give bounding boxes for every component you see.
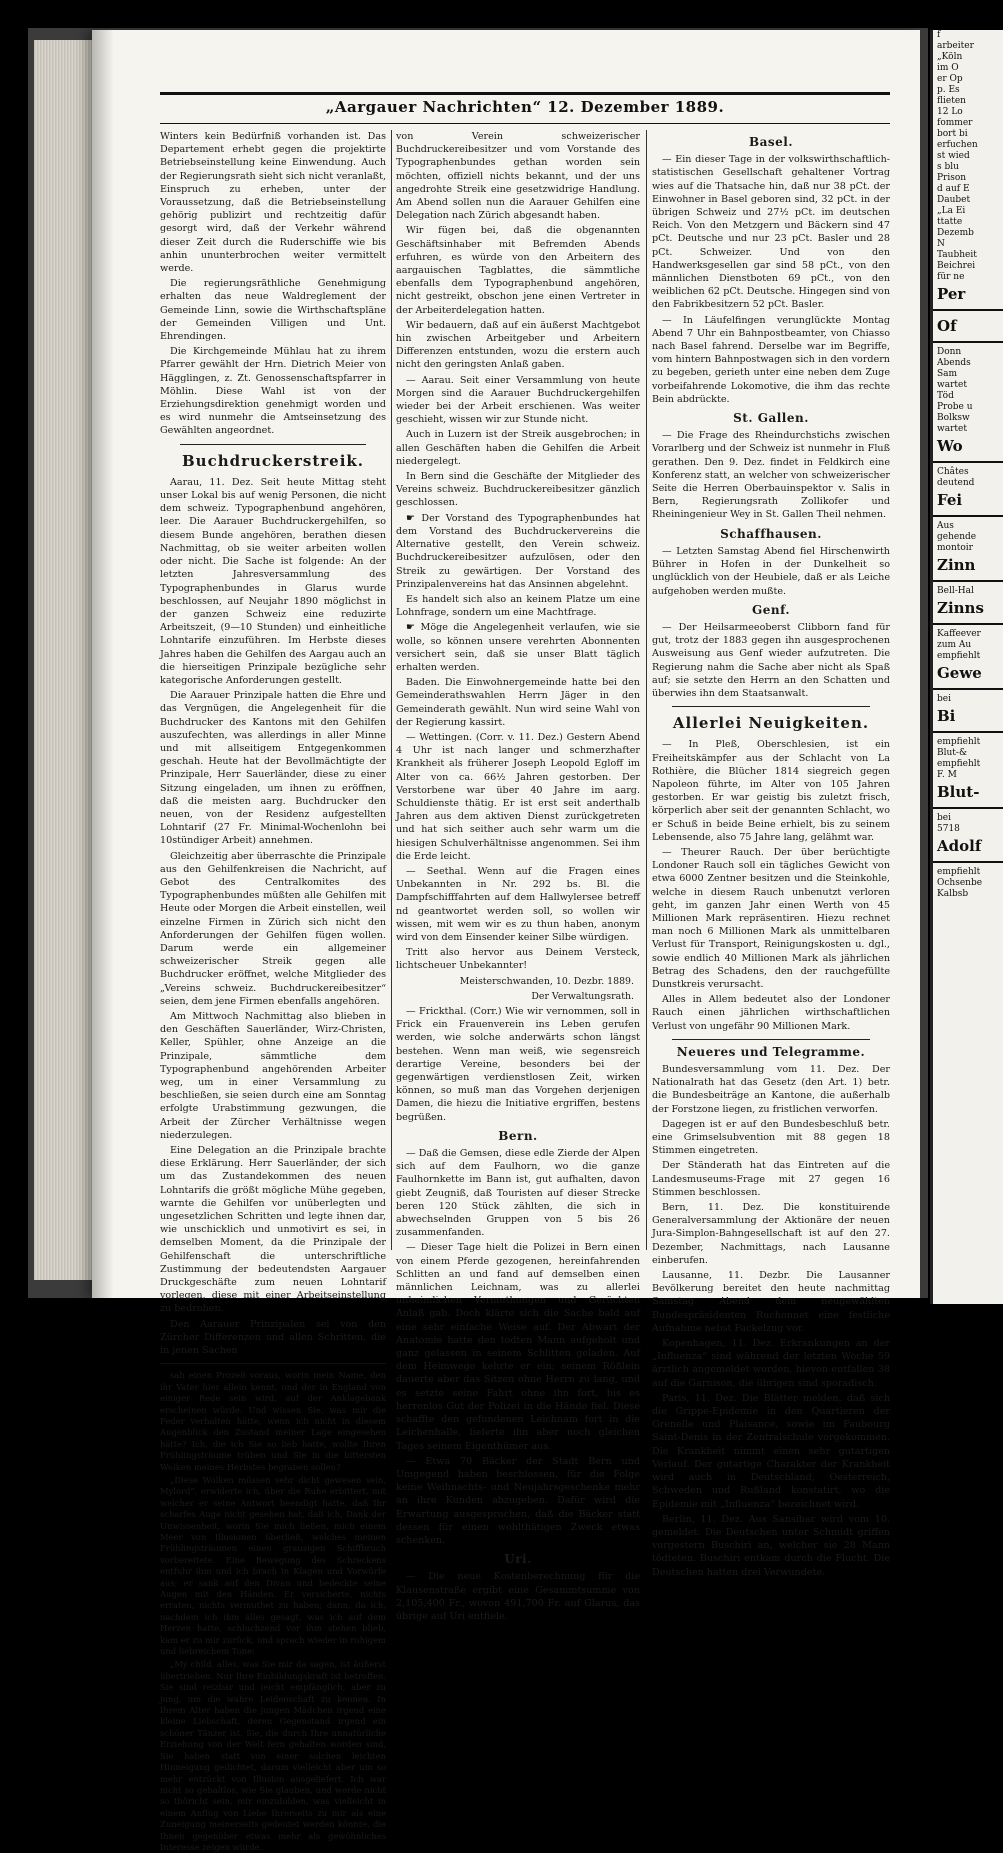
article-paragraph: von Verein schweizerischer Buchdruckereibesitzer und vom Vorstande des Typographenbundes gethan worden sein möchten, offiziell nichts bekannt, und der uns angedrohte Streik eine gesetzwidrige Handlung. Am Abend sollen nun die Aarauer Gehilfen eine Delegation nach Zürich abgesandt haben. — [396, 131, 640, 222]
masthead — [160, 92, 890, 124]
adjacent-page-line: im O — [937, 63, 959, 73]
adjacent-page-line: zum Au — [937, 640, 972, 650]
section-heading-bern: Bern. — [498, 1128, 538, 1143]
adjacent-page-line: Probe u — [937, 402, 973, 412]
adjacent-page-line: Sam — [937, 369, 958, 379]
section-heading-basel: Basel. — [748, 135, 794, 149]
adjacent-page-line: Aus — [937, 521, 954, 531]
article-paragraph: — Etwa 70 Bäcker der Stadt Bern und Umgegend haben beschlossen, für die Folge keine Weihnachts- und Neujahrsgeschenke mehr an ihre Kunden abzugeben. Dafür wird die Erwartung ausgesprochen, daß die Bäcker statt dessen für einen wohlthätigen Zweck etwas schenken. — [396, 1455, 640, 1546]
adjacent-page-rule — [933, 731, 1003, 733]
article-paragraph: Gleichzeitig aber überraschte die Prinzipale aus den Gehilfenkreisen die Nachricht, auf Gebot des Centralkomites des Typographenbundes müßten alle Gehilfen mit Heute oder Morgen die Arbeit einstellen, weil einzelne Firmen in Zürich sich nicht den Anforderungen der Gehilfen fügen wollen. Darum werde ein allgemeiner schweizerischer Streik gegen alle Buchdrucker eröffnet, welche Mitglieder des „Vereins schweiz. Buchdruckereibesitzer“ seien, dem jene Firmen ebenfalls angehören. — [160, 850, 386, 1007]
adjacent-page-line: er Op — [937, 74, 963, 84]
adjacent-page-line: gehende — [937, 532, 977, 542]
article-paragraph: Lausanne, 11. Dezbr. Die Lausanner Bevölkerung bereitet den heute nachmittag Samstag Abend dem neugewählten Bundespräsidenten Ruchonnet eine festliche Aufnahme nebst Fackelzug vor. — [652, 1270, 890, 1334]
adjacent-page-line: wartet — [937, 380, 967, 390]
page-stack-edge — [34, 40, 96, 1280]
adjacent-page-line: Zinn — [937, 556, 976, 574]
adjacent-page-line: flieten — [937, 96, 966, 106]
article-paragraph: — Frickthal. (Corr.) Wie wir vernommen, soll in Frick ein Frauenverein ins Leben gerufen werden, wie solche anderwärts schon längst bestehen. Wenn man weiß, wie segensreich derartige Vereine, besonders bei der gegenwärtigen verdienstlosen Zeit, wirken können, so muß man das Vorgehen derjenigen Damen, die hiezu die Initiative ergriffen, bestens begrüßen. — [396, 1006, 640, 1123]
article-paragraph: Auch in Luzern ist der Streik ausgebrochen; in allen Geschäften haben die Gehilfen die Arbeit niedergelegt. — [396, 429, 640, 467]
article-paragraph: Aarau, 11. Dez. Seit heute Mittag steht unser Lokal bis auf wenig Personen, die nicht dem schweiz. Typographenbund angehören, leer. Die Aarauer Buchdruckergehilfen, so diesem Bunde angehören, berathen diesen Nachmittag, ob sie weiter arbeiten wollen oder nicht. Die Sache ist folgende: An der letzten Jahresversammlung des Typographenbundes in Glarus wurde beschlossen, auf Neujahr 1890 möglichst in der ganzen Schweiz eine reduzirte Arbeitszeit, (9—10 Stunden) und einheitliche Lohntarife einzuführen. Im Herbste dieses Jahres haben die Gehilfen des Aargau auch an die hierseitigen Prinzipale bezügliche sehr kategorische Anforderungen gestellt. — [160, 476, 386, 686]
adjacent-page-rule — [933, 623, 1003, 625]
article-paragraph: — Theurer Rauch. Der über berüchtigte Londoner Rauch soll ein tägliches Gewicht von etwa 6000 Zentner besitzen und die Steinkohle, welche in diesem Rauch unbenutzt verloren geht, im ganzen Jahr einen Werth von 45 Millionen Mark repräsentiren. Hiezu rechnet man noch 6 Millionen Mark als unmittelbaren Verlust für Transport, Reinigungskosten u. dgl., sowie endlich 40 Millionen Mark als jährlichen Betrag des Schadens, den der rauchgefüllte Dunstkreis verursacht. — [652, 846, 890, 990]
article-paragraph: Winters kein Bedürfniß vorhanden ist. Das Departement erhebt gegen die projektirte Betriebseinstellung keine Einwendung. Auch der Regierungsrath sieht sich nicht veranlaßt, Einspruch zu erheben, unter der Voraussetzung, daß die Betriebseinstellung gehörig publizirt und rechtzeitig dafür gesorgt wird, daß der Verkehr während dieser Zeit durch die Ruderschiffe wie bis anhin ununterbrochen weiter vermittelt werde. — [160, 131, 386, 275]
adjacent-page-line: Bell-Hal — [937, 586, 974, 596]
adjacent-page-rule — [933, 807, 1003, 809]
article-paragraph: Baden. Die Einwohnergemeinde hatte bei den Gemeinderathswahlen Herrn Jäger in den Gemeinderath gewählt. Nun wird seine Wahl von der Regierung kassirt. — [396, 677, 640, 728]
adjacent-page-line: empfiehlt — [937, 651, 981, 661]
adjacent-page-line: st wied — [937, 151, 970, 161]
adjacent-page-line: F. M — [937, 770, 957, 780]
article-paragraph: Tritt also hervor aus Deinem Versteck, lichtscheuer Unbekannter! — [396, 947, 640, 972]
article-paragraph: Bern, 11. Dez. Die konstituirende Generalversammlung der Aktionäre der neuen Jura-Simplon-Bahngesellschaft ist auf den 27. Dezember, Nachmittags, nach Lausanne einberufen. — [652, 1202, 890, 1266]
article-paragraph: — Die Frage des Rheindurchstichs zwischen Vorarlberg und der Schweiz ist nunmehr in Fluß gerathen. Den 9. Dez. findet in Feldkirch eine Konferenz statt, an welcher von schweizerischer Seite die Herren Oberbauinspektor v. Salis in Bern, Regierungsrath Zollikofer und Rheiningenieur Wey in St. Gallen Theil nehmen. — [652, 430, 890, 521]
adjacent-page-line: Beichrei — [937, 261, 976, 271]
column-1 — [160, 130, 386, 1852]
feuilleton-paragraph: sah einen Prozeß voraus, worin mein Name, den ihr Vater hier allein kennt, und der in England von einiger Rede sein wird, auf der Anklagebank erscheinen würde. Und wissen Sie, was mir die Feder verhalten hätte, wenn ich nicht in diesem Augenblick den Zustand meiner Lage eingesehen hätte? Ich, die ich Sie so lieb hatte, wollte Ihren Frühlingsträume trüben und Sie in die bittersten Wolken meines Herbstes begraben sollen? — [160, 1370, 386, 1472]
article-paragraph: Am Mittwoch Nachmittag also blieben in den Geschäften Sauerländer, Wirz-Christen, Keller, Spühler, ohne Anzeige an die Prinzipale, sämmtliche dem Typographenbund angehörenden Arbeiter weg, um in einer Versammlung zu beschließen, sie seien durch eine am Sonntag erfolgte Urabstimmung gezwungen, die Arbeit der Zürcher Verhältnisse wegen niederzulegen. — [160, 1011, 386, 1141]
adjacent-page-line: Per — [937, 285, 966, 303]
article-paragraph: Berlin, 11. Dez. Aus Sansibar wird vom 10. gemeldet: Die Deutschen unter Schmidt griffen vorgestern Buschiri an, welcher sie 28 Mann tödteten. Buschiri entkam durch die Flucht. Die Deutschen hatten drei Verwundete. — [652, 1513, 890, 1578]
article-paragraph: Es handelt sich also an keinem Platze um eine Lohnfrage, sondern um eine Machtfrage. — [396, 593, 640, 619]
adjacent-page-line: „La Ei — [937, 206, 966, 216]
section-heading-genf: Genf. — [751, 602, 791, 617]
adjacent-page-line: Bolksw — [937, 413, 970, 423]
feuilleton — [160, 1370, 386, 1853]
adjacent-page-line: 12 Lo — [937, 107, 963, 117]
pointing-hand-icon: ☛ — [406, 622, 421, 634]
masthead-title: „Aargauer Nachrichten“ 12. Dezember 1889. — [325, 98, 725, 116]
adjacent-page-line: Blut- — [937, 783, 980, 801]
adjacent-page-line: Daubet — [937, 195, 971, 205]
article-paragraph: Wir fügen bei, daß die obgenannten Geschäftsinhaber mit Befremden Abends erfuhren, es würde von den Arbeitern des aargauischen Tagblattes, die sämmtliche ebenfalls dem Typographenbund angehören, nicht gestreikt, obschon jene einen Vertreter in der Arbeiterdelegation hatten. — [396, 225, 640, 316]
adjacent-page-line: arbeiter — [937, 41, 974, 51]
adjacent-page-line: p. Es — [937, 85, 960, 95]
signature-place-date: Meisterschwanden, 10. Dezbr. 1889. — [459, 975, 634, 987]
adjacent-page-line: empfiehlt — [937, 737, 981, 747]
column-3 — [652, 130, 890, 1578]
adjacent-page-line: für ne — [937, 272, 965, 282]
section-divider — [180, 444, 366, 445]
section-heading-neueres: Neueres und Telegramme. — [676, 1044, 866, 1059]
adjacent-page-rule — [933, 309, 1003, 311]
pointing-hand-icon: ☛ — [406, 512, 422, 524]
section-heading: Buchdruckerstreik. — [181, 451, 365, 470]
adjacent-page-line: Töd — [937, 391, 954, 401]
article-paragraph: Den Aarauer Prinzipalen sei von den Zürcher Differenzen und allen Schritten, die in jenen Sachen — [160, 1318, 386, 1357]
adjacent-page-line: Kaffeever — [937, 629, 981, 639]
adjacent-page-line: deutend — [937, 478, 975, 488]
article-paragraph: — Wettingen. (Corr. v. 11. Dez.) Gestern Abend 4 Uhr ist nach langer und schmerzhafter Krankheit als früherer Joseph Leopold Egloff im Alter von ca. 66½ Jahren gestorben. Der Verstorbene war über 40 Jahre im aarg. Schuldienste thätig. Er ist erst seit anderthalb Jahren aus dem aktiven Dienst zurückgetreten und hat sich seither auch sehr warm um die hiesigen Schulverhältnisse angenommen. Sei ihm die Erde leicht. — [396, 731, 640, 862]
adjacent-page-line: Of — [937, 317, 957, 335]
adjacent-page-fragment — [930, 30, 1003, 1304]
adjacent-page-line: Zinns — [937, 599, 984, 617]
adjacent-page-rule — [933, 861, 1003, 863]
adjacent-page-line: Prison — [937, 173, 967, 183]
article-paragraph: In Bern sind die Geschäfte der Mitglieder des Vereins schweiz. Buchdruckereibesitzer gänzlich geschlossen. — [396, 471, 640, 509]
signature-name: Der Verwaltungsrath. — [531, 990, 634, 1002]
article-paragraph: — Daß die Gemsen, diese edle Zierde der Alpen sich auf dem Faulhorn, wo die ganze Faulhornkette im Bann ist, gut aufhalten, davon giebt Zeugniß, daß Touristen auf dieser Strecke beren 120 Stück zählten, die sich in abwechselnden Gruppen von 5 bis 26 zusammenfanden. — [396, 1148, 640, 1239]
adjacent-page-line: f — [937, 30, 941, 40]
adjacent-page-line: Gewe — [937, 664, 982, 682]
adjacent-page-line: Châtes — [937, 467, 969, 477]
section-heading-schaffhausen: Schaffhausen. — [720, 526, 822, 541]
adjacent-page-line: bei — [937, 694, 951, 704]
section-divider — [672, 706, 870, 707]
adjacent-page-line: Kalbsb — [937, 889, 969, 899]
column-rule-2 — [646, 130, 647, 1250]
article-paragraph: — In Läufelfingen verunglückte Montag Abend 7 Uhr ein Bahnpostbeamter, von Chiasso nach Basel fahrend. Derselbe war im Begriffe, vom hintern Bahnpostwagen sich in den vordern zu begeben, gerieth unter eine neben dem Zuge vorbeifahrende Lokomotive, die ihm das rechte Bein abdrückte. — [652, 314, 890, 405]
feuilleton-paragraph: „My child, alles, was Sie mir da sagen, ist äußerst übertrieben. Nur Ihre Einbildungskraft ist betroffen. Sie sind reizbar und leicht empfänglich, aber zu jung, um die wahre Leidenschaft zu kennen. In Ihrem Alter haben die jungen Mädchen irgend eine kleine Liebschaft, deren Gegenstand irgend ein schöner Tänzer ist. Sie, die durch Ihre unnatürliche Erziehung von der Welt fern gehalten worden sind, Sie haben statt von einer solchen leichten Hinneigung gedichtet, darum vielleicht aber um so mehr entzückt von Illusion ausgeliefert. Ich war nicht so gehaltlos, wie Sie glauben, und werde nicht so thöricht sein, mir einzubilden, was vielleicht in einem Anflug von Liebe Ihrerseits zu mir als eine Zuneigung meinerseits gedeutet werden könnte, die Ihnen gegenüber etwas mehr als gewöhnliches Interesse zeigen würde. — [160, 1659, 386, 1852]
article-paragraph: Alles in Allem bedeutet also der Londoner Rauch einen jährlichen wirthschaftlichen Verlust von ungefähr 90 Millionen Mark. — [652, 994, 890, 1032]
article-paragraph: — Seethal. Wenn auf die Fragen eines Unbekannten in Nr. 292 bs. Bl. die Dampfschifffahrten auf dem Hallwylersee betreff nd geantwortet werden soll, so wollen wir wissen, mit wem wir es zu thun haben, anonym wird von dem Einsender keiner Silbe würdigen. — [396, 865, 640, 943]
article-paragraph: Paris, 11. Dez. Die Blätter melden, daß sich die Grippe-Epidemie in den Quartieren der Grenelle und Plaisance, sowie im Faubourg Saint-Denis in der Zentralschule vorgekommen. Die Krankheit nimmt einen sehr gutartigen Verlauf. Der gutartige Charakter der Krankheit wird auch in Deutschland, Oesterreich, Schweden und Rußland konstatirt, wo die Epidemie mit „Influenza“ bezeichnet wird. — [652, 1392, 890, 1510]
adjacent-page-line: montoir — [937, 543, 973, 553]
adjacent-page-line: s blu — [937, 162, 959, 172]
adjacent-page-line: N — [937, 239, 945, 249]
article-paragraph: Die Kirchgemeinde Mühlau hat zu ihrem Pfarrer gewählt der Hrn. Dietrich Meier von Hägglingen, z. Zt. Genossenschaftspfarrer in Möhlin. Diese Wahl ist von der Erziehungsdirektion genehmigt worden und es wird nunmehr die Amtseinsetzung des Gewählten angeordnet. — [160, 346, 386, 437]
adjacent-page-rule — [933, 461, 1003, 463]
article-paragraph: — Aarau. Seit einer Versammlung von heute Morgen sind die Aarauer Buchdruckergehilfen wieder bei der Arbeit erschienen. Was weiter geschieht, wissen wir zur Stunde nicht. — [396, 374, 640, 426]
adjacent-page-line: empfiehlt — [937, 867, 981, 877]
adjacent-page-line: Blut-& — [937, 748, 967, 758]
adjacent-page-line: Ochsenbe — [937, 878, 983, 888]
adjacent-page-line: Bi — [937, 707, 956, 725]
article-paragraph: — Dieser Tage hielt die Polizei in Bern einen von einem Pferde gezogenen, hereinfahrenden Schlitten an und fand auf demselben einen männlichen Leichnam, was zu allerlei unheimlichen Vermuthungen und Gerüchten Anlaß gab. Doch klärte sich die Sache bald auf eine sehr einfache Weise auf. Der Abwart der Anatomie hatte den todten Mann aufgeholt und ganz gelassen in seinem Schlitten geladen. Auf dem Heimwege kehrte er ein; seinem Rößlein dauerte aber das Sitzen ohne Herrn zu lang, und es setzte seine Fahrt ohne ihn fort, bis es herrenlos Gut der Polizei in die Hände fiel. Diese schaffte den gefundenen Leichnam fort in die Leichenhalle, lieferte ihn aber noch gleichen Tages seinem Eigenthümer aus. — [396, 1242, 640, 1452]
column-2 — [396, 130, 640, 1622]
section-divider — [672, 1039, 870, 1040]
feuilleton-rule — [160, 1363, 386, 1364]
feuilleton-paragraph: „Diese Wolken müssen sehr dicht gewesen sein, Mylord“, erwiderte ich, über die Ruhe erbittert, mit welcher er seine Antwort beendigt hatte, daß Ihr scharfes Auge nicht gesehen hat, daß ich, Dank der Unwissenheit, worin Sie mich ließen, mich einem Meer von Illusionen überließ, welches meinen Frühlingsträumen einen grausigen Schiffbruch vorbereitete. Eine Bewegung des Schreckens entfuhr ihm und ich brach in Klagen und Vorwürfe aus; er sank auf den Divan und bedeckte seine Augen mit den Händen. Er versicherte, nichts erraten, nichts vermuthet zu haben; dann, da ich, nachdem ich ihm alles gesagt, was ich auf dem Herzen hatte, schluchzend vor ihm stehen blieb, kam er zu mir zurück, und sprach wieder in ruhigem und liebreichem Tone: — [160, 1474, 386, 1657]
article-paragraph: — Letzten Samstag Abend fiel Hirschenwirth Bührer in Hofen in der Dunkelheit so unglücklich von der Heubiele, daß er als Leiche aufgehoben werden mußte. — [652, 545, 890, 597]
adjacent-page-line: 5718 — [937, 824, 960, 834]
article-paragraph: — Die neue Kostenberechnung für die Klausenstraße ergibt eine Gesammtsumme von 2,105,400 Fr., wovon 491,700 Fr. auf Glarus, das übrige auf Uri entfiele. — [396, 1571, 640, 1622]
column-rule-1 — [391, 130, 392, 1250]
adjacent-page-line: bort bi — [937, 129, 968, 139]
article-paragraph — [396, 621, 640, 674]
article-text: Möge die Angelegenheit verlaufen, wie sie wolle, so können unsere verehrten Abonnenten versichert sein, daß sie unser Blatt täglich erhalten werden. — [396, 622, 640, 673]
adjacent-page-line: ttatte — [937, 217, 963, 227]
article-paragraph: Wir bedauern, daß auf ein äußerst Machtgebot hin zwischen Arbeitgeber und Arbeitern Differenzen entstunden, wozu die erstern auch nicht den geringsten Anlaß gaben. — [396, 319, 640, 371]
article-paragraph: — Der Heilsarmeeoberst Clibborn fand für gut, trotz der 1883 gegen ihn ausgesprochenen Ausweisung aus Genf wieder aufzutreten. Die Regierung nahm die Sache aber nicht als Spaß auf; sie setzte den Herrn an den Schatten und überwies ihn dem Staatsanwalt. — [652, 621, 890, 699]
section-heading-uri: Uri. — [504, 1552, 532, 1567]
adjacent-page-line: d auf E — [937, 184, 970, 194]
adjacent-page-line: Fei — [937, 491, 963, 509]
article-paragraph: Der Ständerath hat das Eintreten auf die Landesmuseums-Frage mit 27 gegen 16 Stimmen beschlossen. — [652, 1160, 890, 1198]
adjacent-page-rule — [933, 580, 1003, 582]
article-paragraph: Dagegen ist er auf den Bundesbeschluß betr. eine Grimselsubvention mit 88 gegen 18 Stimmen eingetreten. — [652, 1118, 890, 1157]
adjacent-page-line: Donn — [937, 347, 962, 357]
adjacent-page-rule — [933, 515, 1003, 517]
article-paragraph: Kopenhagen, 11. Dez. Erkrankungen an der „Influenza“ sind während der letzten Woche 59 ärztlich angemeldet worden, hievon entfallen 38 auf die Garnison, die übrigen sind sporadisch. — [652, 1338, 890, 1389]
adjacent-page-line: „Köln — [937, 52, 963, 62]
adjacent-page-line: wartet — [937, 424, 967, 434]
article-paragraph: Eine Delegation an die Prinzipale brachte diese Erklärung. Herr Sauerländer, der sich um das Zustandekommen des neuen Lohntarifs die größt mögliche Mühe gegeben, warnte die Gehilfen vor unüberlegten und ungesetzlichen Schritten und legte ihnen dar, wie unschicklich und unmotivirt es sei, in demselben Moment, da die Prinzipale der Gehilfenschaft die unterschriftliche Zustimmung der bedeutendsten Aargauer Druckgeschäfte zum neuen Lohntarif vorlegen, diese mit einer Arbeitseinstellung zu bedrohen. — [160, 1145, 386, 1315]
adjacent-page-line: Wo — [937, 437, 963, 455]
adjacent-page-rule — [933, 688, 1003, 690]
article-text: Der Vorstand des Typographenbundes hat dem Vorstand des Buchdruckervereins die Alternative gestellt, den Verein schweiz. Buchdruckereibesitzer aufzulösen, oder den Streik zu gewärtigen. Der Vorstand des Prinzipalenvereins hat das Ansinnen abgelehnt. — [396, 512, 640, 590]
adjacent-page-line: Adolf — [937, 837, 982, 855]
adjacent-page-rule — [933, 341, 1003, 343]
article-paragraph: — In Pleß, Oberschlesien, ist ein Freiheitskämpfer aus der Schlacht von La Rothière, die Blücher 1814 siegreich gegen Napoleon führte, im Alter von 105 Jahren gestorben. Er war geistig bis zuletzt frisch, körperlich aber seit der genannten Schlacht, wo er Schuß in beide Beine erhielt, bis zu seinem Lebensende, also 75 Jahre lang, gelähmt war. — [652, 739, 890, 843]
article-paragraph — [396, 512, 640, 591]
section-heading-st-gallen: St. Gallen. — [733, 411, 809, 426]
adjacent-page-line: bei — [937, 813, 951, 823]
article-paragraph: — Ein dieser Tage in der volkswirthschaftlich-statistischen Gesellschaft gehaltener Vortrag wies auf die Thatsache hin, daß nur 38 pCt. der Einwohner in Basel geboren sind, 32 pCt. in der übrigen Schweiz und 27½ pCt. im deutschen Reich. Von den Metzgern und Bäckern sind 47 pCt. Deutsche und nur 23 pCt. Basler und 28 pCt. Schweizer. Und von den Handwerksgesellen gar sind 58 pCt., von den männlichen Dienstboten 69 pCt., von den weiblichen 62 pCt. Deutsche. Hingegen sind von den Fabrikbesitzern 52 pCt. Basler. — [652, 154, 890, 311]
adjacent-page-line: erfuchen — [937, 140, 978, 150]
article-paragraph: Bundesversammlung vom 11. Dez. Der Nationalrath hat das Gesetz (den Art. 1) betr. die Bundesbeiträge an Kantone, die außerhalb der Forstzone liegen, zu fristlichen verworfen. — [652, 1064, 890, 1115]
adjacent-page-line: Taubheit — [937, 250, 977, 260]
section-heading-allerlei: Allerlei Neuigkeiten. — [672, 714, 870, 733]
adjacent-page-line: fommer — [937, 118, 973, 128]
adjacent-page-line: Abends — [937, 358, 971, 368]
article-paragraph: Die Aarauer Prinzipale hatten die Ehre und das Vergnügen, die Angelegenheit für die Buchdrucker des Kantons mit den Gehilfen auszufechten, was allerdings in aller Minne und mit allseitigem Entgegenkommen geschah. Heute hat der Bevollmächtigte der Prinzipale, Herr Sauerländer, diese zu einer Sitzung eingeladen, um ihnen zu eröffnen, daß die meisten aarg. Buchdrucker den neuen, von der Residenz aufgestellten Lohntarif (27 Fr. Minimal-Wochenlohn bei 10stündiger Arbeit) annehmen. — [160, 690, 386, 847]
adjacent-page-line: Dezemb — [937, 228, 974, 238]
article-paragraph: Die regierungsräthliche Genehmigung erhalten das neue Waldreglement der Gemeinde Linn, sowie die Wirthschaftspläne der Gemeinden Villigen und Unt. Ehrendingen. — [160, 278, 386, 343]
adjacent-page-line: empfiehlt — [937, 759, 981, 769]
gutter-shadow — [92, 30, 114, 1298]
